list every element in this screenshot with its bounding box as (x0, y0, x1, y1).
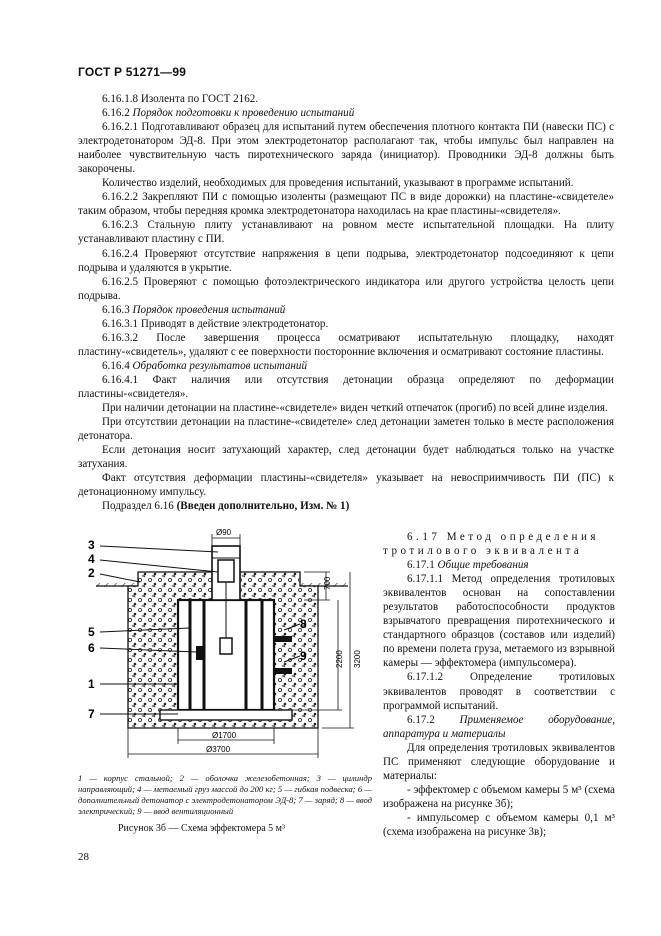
dim-right-full: 3200 (353, 650, 362, 668)
paragraph: 6.16.2.5 Проверяют с помощью фотоэлектрического индикатора или другого устройства целость цепи подрыва. (78, 275, 614, 302)
method-title-2: тротилового эквивалента (383, 545, 583, 558)
paragraph: Если детонация носит затухающий характер, след детонации будет наблюдаться только на участке затухания. (78, 444, 614, 471)
subsection-note: Подраздел 6.16 (Введен дополнительно, Изм. № 1) (102, 500, 350, 513)
callout-1: 1 (88, 677, 95, 691)
effectometer-diagram (78, 528, 378, 768)
paragraph: 6.16.4.1 Факт наличия или отсутствия детонации образца определяют по деформации пластины-«свидетеля». (78, 373, 614, 400)
callout-4: 4 (88, 552, 95, 566)
dim-right-mid: 2200 (335, 650, 344, 668)
paragraph: При отсутствии детонации на пластине-«свидетеле» след детонации заметен только в месте расположения детонатора. (78, 416, 614, 443)
list-item: - эффектомер с объемом камеры 5 м³ (схема изображена на рисунке 3б); (383, 783, 615, 810)
main-text (78, 92, 614, 513)
paragraph: Количество изделий, необходимых для проведения испытаний, указывают в программе испытаний. (102, 177, 574, 190)
section-title: Порядок подготовки к проведению испытаний (132, 107, 355, 120)
paragraph: Факт отсутствия деформации пластины-«свидетеля» указывает на невосприимчивость ПИ (ПС) к детонационному импульсу. (78, 472, 614, 499)
paragraph: 6.17.1 Общие требования (407, 559, 529, 572)
callout-8: 8 (300, 617, 307, 631)
right-column-text (383, 530, 615, 839)
callout-7: 7 (88, 707, 95, 721)
paragraph: При наличии детонации на пластине-«свидетеле» виден четкий отпечаток (прогиб) по всей длине изделия. (102, 402, 608, 415)
paragraph: 6.17.1.1 Метод определения тротиловых эквивалентов основан на сопоставлении результатов работоспособности продуктов взрывчатого превращения пиротехнического и стандартного образцов (составов или изделий) по времени полета груза, метаемого из взрывной камеры — эффектомера (импульсомера). (383, 573, 615, 670)
method-title: 6.17 Метод определения (407, 531, 599, 543)
paragraph: 6.17.1.2 Определение тротиловых эквивалентов проводят в соответствии с программой испытаний. (383, 671, 615, 712)
dim-right-top: 700 (323, 576, 332, 590)
paragraph: 6.16.3 Порядок проведения испытаний (102, 303, 286, 316)
document-header: ГОСТ Р 51271—99 (78, 65, 187, 79)
section-title: Обработка результатов испытаний (132, 359, 308, 372)
dim-top: Ø90 (216, 528, 232, 537)
paragraph: 6.16.4 Обработка результатов испытаний (102, 359, 308, 372)
paragraph: 6.16.3.2 После завершения процесса осматривают испытательную площадку, находят пластину-«свидетель», удаляют с ее поверхности посторонние включения и осматривают состояние пластины. (78, 331, 614, 358)
callout-3: 3 (88, 538, 95, 552)
paragraph: 6.16.2 Порядок подготовки к проведению испытаний (102, 107, 355, 120)
paragraph: 6.16.2.3 Стальную плиту устанавливают на ровном месте испытательной площадки. На плиту устанавливают пластину с ПИ. (78, 219, 614, 246)
figure-legend: 1 — корпус стальной; 2 — оболочка железобетонная; 3 — цилиндр направляющий; 4 — метаемый груз массой до 200 кг; 5 — гибкая подвеска; 6 — дополнительный детонатор с электродетонатором ЭД-8; 7 — заряд; 8 — ввод электрический; 9 — ввод вентиляционный (78, 773, 372, 816)
callout-2: 2 (88, 566, 95, 580)
paragraph: 6.17.2 Применяемое оборудование, аппаратура и материалы (383, 713, 615, 740)
paragraph: 6.16.1.8 Изолента по ГОСТ 2162. (102, 93, 259, 105)
paragraph: 6.16.3.1 Приводят в действие электродетонатор. (102, 317, 329, 330)
callout-5: 5 (88, 625, 95, 639)
paragraph: 6.16.2.2 Закрепляют ПИ с помощью изоленты (размещают ПС в виде дорожки) на пластине-«свидетеле» таким образом, чтобы передняя кромка электродетонатора находилась на крае пластины-«свидетеля». (78, 191, 614, 218)
callout-6: 6 (88, 641, 95, 655)
callout-9: 9 (300, 649, 307, 663)
paragraph: 6.16.2.4 Проверяют отсутствие напряжения в цепи подрыва, электродетонатор подсоединяют к цепи подрыва и удаляются в укрытие. (78, 247, 614, 274)
dim-bottom-outer: Ø3700 (206, 745, 231, 754)
paragraph: 6.16.2.1 Подготавливают образец для испытаний путем обеспечения плотного контакта ПИ (навески ПС) с электродетонатором ЭД-8. При этом электродетонатор располагают так, чтобы импульс был направлен на наиболее чувствительную часть пиротехнического заряда (инициатор). Проводники ЭД-8 должны быть закорочены. (78, 121, 614, 176)
figure-caption: Рисунок 3б — Схема эффектомера 5 м³ (118, 823, 285, 834)
paragraph: Для определения тротиловых эквивалентов ПС применяют следующие оборудование и материалы: (383, 741, 615, 782)
page-number: 28 (78, 851, 89, 863)
section-title: Порядок проведения испытаний (132, 303, 286, 316)
list-item: - импульсомер с объемом камеры 0,1 м³ (схема изображена на рисунке 3в); (383, 811, 615, 838)
dim-bottom-inner: Ø1700 (212, 731, 237, 740)
